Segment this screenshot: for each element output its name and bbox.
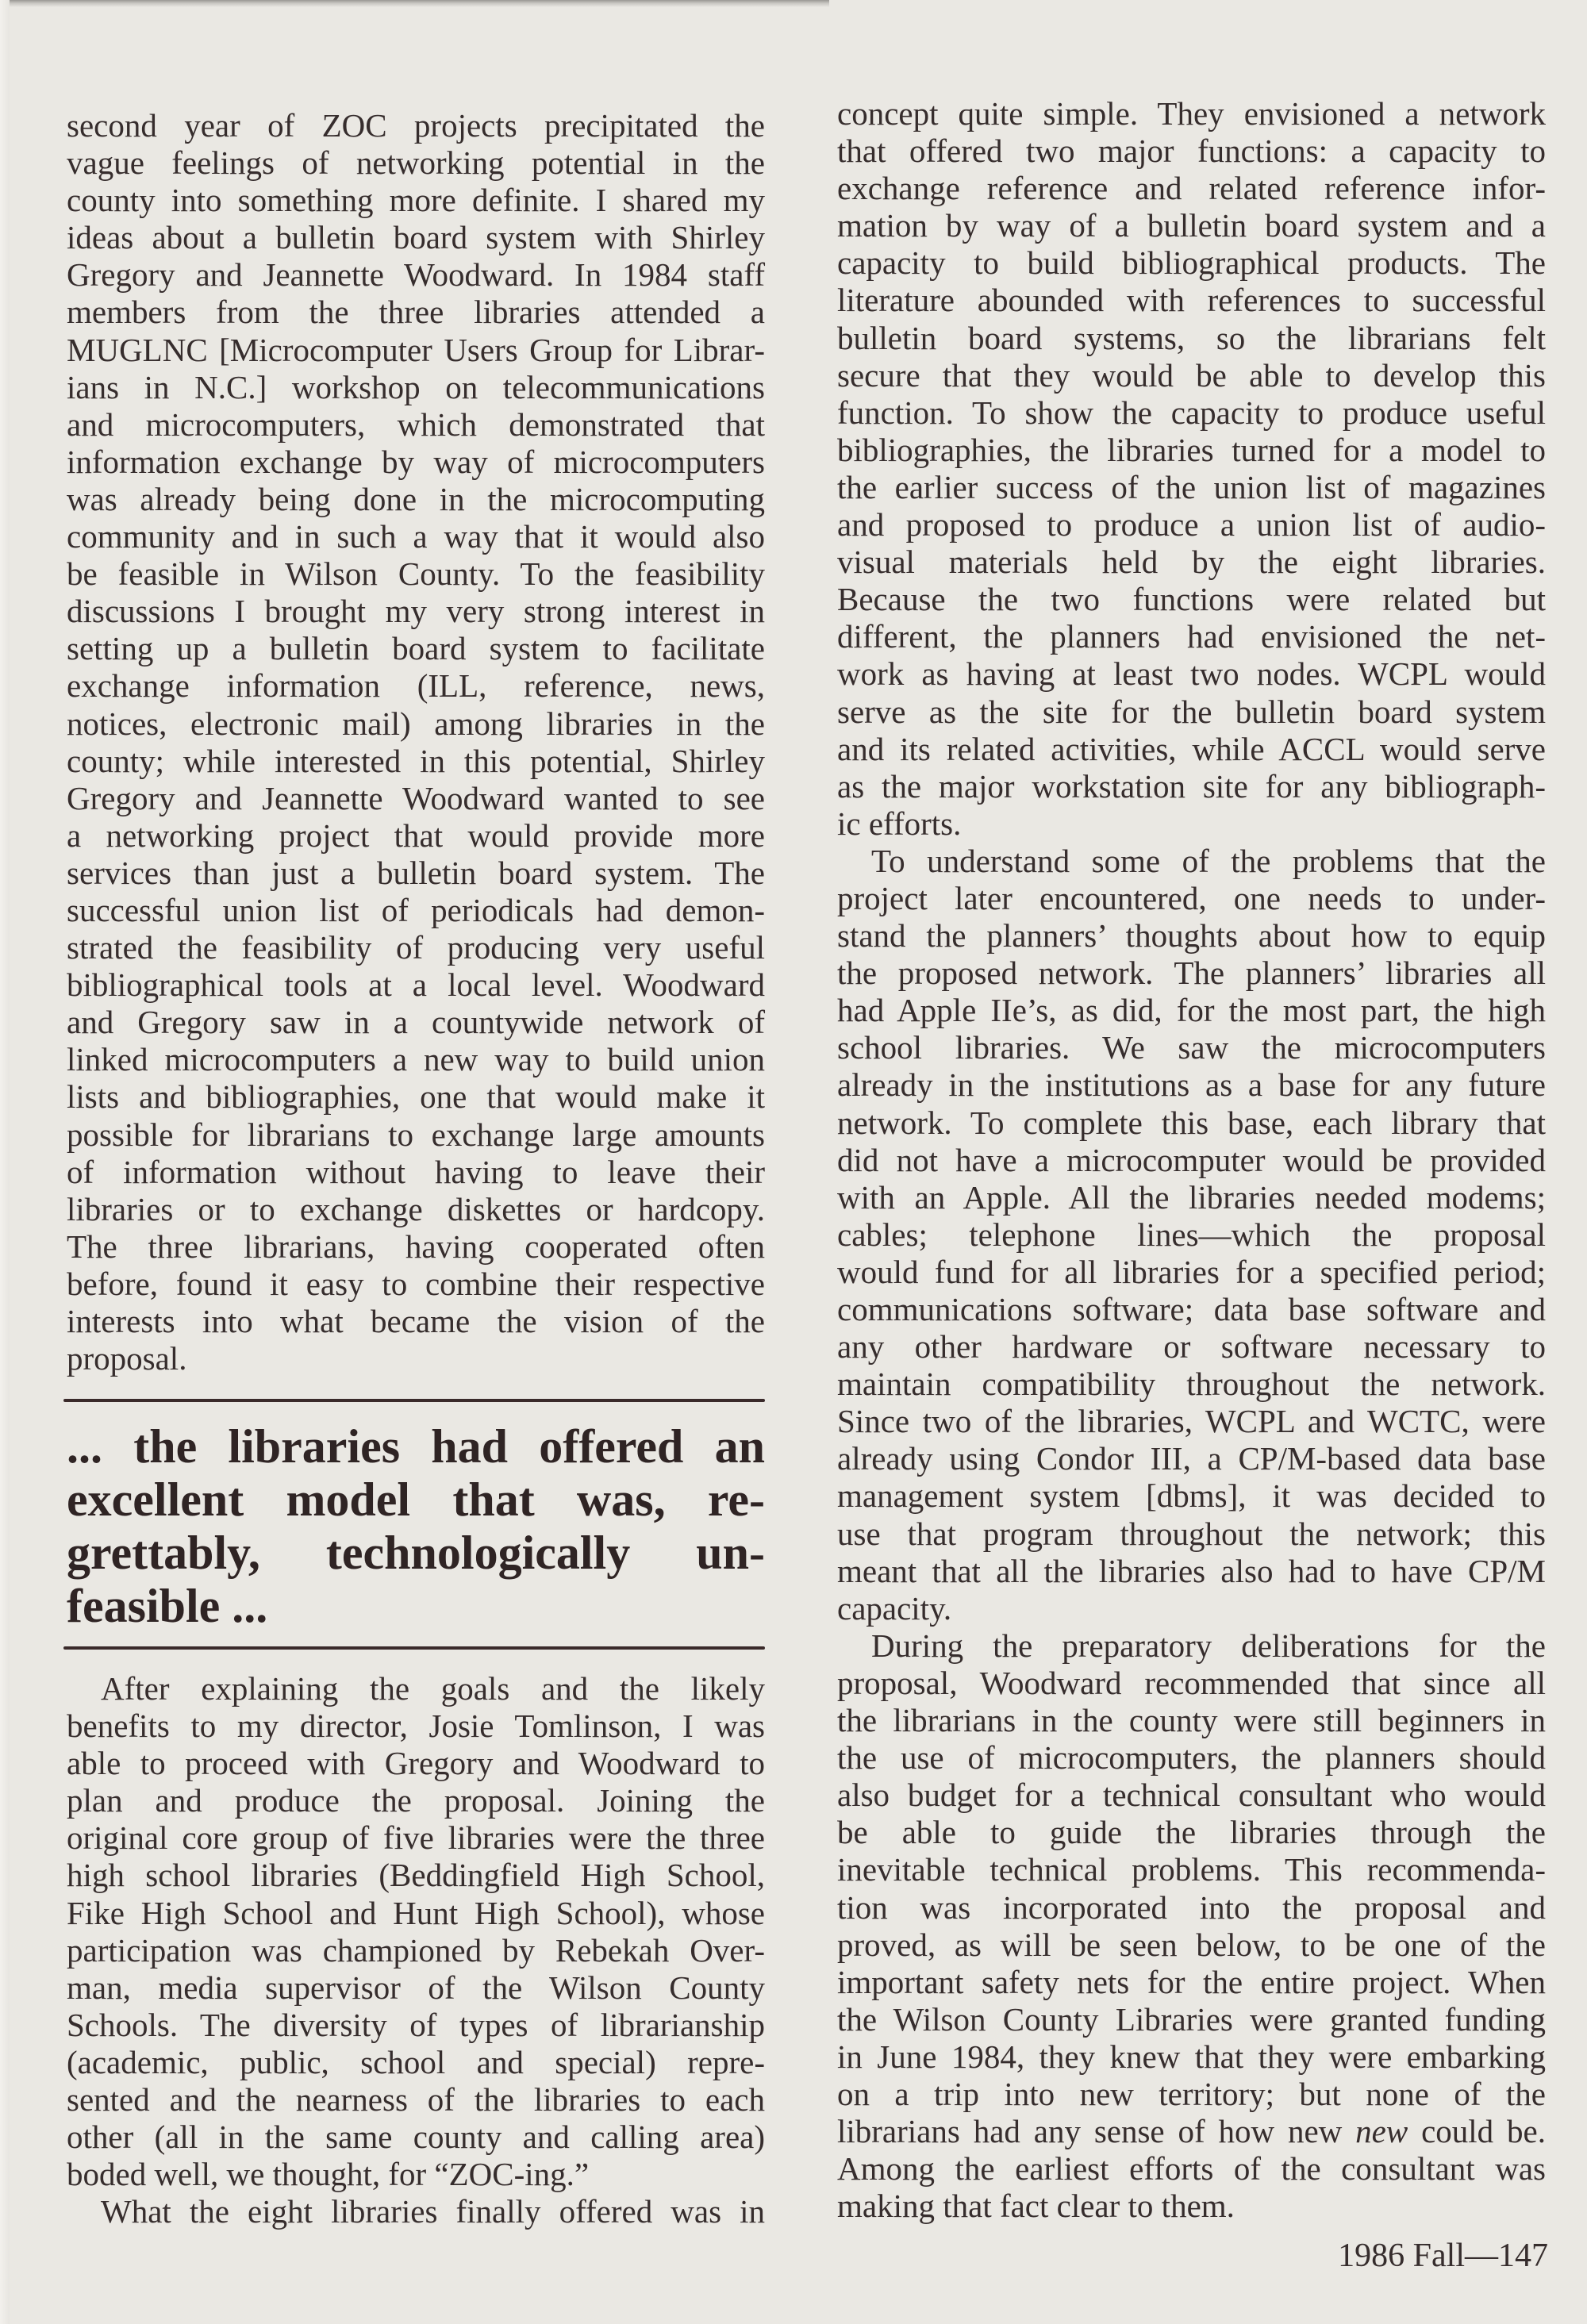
paragraph-4 — [837, 843, 1546, 1627]
text-line: had Apple IIe’s, as did, for the most part, the high — [837, 992, 1546, 1029]
text-line: literature abounded with references to successful — [837, 282, 1546, 319]
text-line: that offered two major functions: a capacity to — [837, 133, 1546, 170]
text-line: benefits to my director, Josie Tomlinson, I was — [67, 1707, 765, 1745]
text-line: was already being done in the microcomputing — [67, 480, 765, 517]
text-line: did not have a microcomputer would be provided — [837, 1141, 1546, 1178]
paragraph-2 — [67, 1670, 765, 2230]
text-line: tion was incorporated into the proposal and — [837, 1888, 1546, 1926]
text-line: secure that they would be able to develop this — [837, 356, 1546, 394]
text-line: capacity to build bibliographical products. The — [837, 244, 1546, 282]
pull-quote-line: ... the libraries had offered an — [67, 1420, 765, 1473]
text-line: visual materials held by the eight libraries. — [837, 544, 1546, 581]
text-line: Gregory and Jeannette Woodward. In 1984 staff — [67, 256, 765, 294]
text-line: mation by way of a bulletin board system and a — [837, 207, 1546, 244]
text-line: bibliographies, the libraries turned for a model to — [837, 431, 1546, 468]
text-line: of information without having to leave their — [67, 1153, 765, 1190]
text-line: high school libraries (Beddingfield High School, — [67, 1857, 765, 1894]
text-line: plan and produce the proposal. Joining the — [67, 1782, 765, 1819]
text-line: concept quite simple. They envisioned a network — [837, 95, 1546, 132]
text-line: the use of microcomputers, the planners should — [837, 1739, 1546, 1777]
text-line: Because the two functions were related but — [837, 581, 1546, 618]
text-line: bibliographical tools at a local level. Woodward — [67, 966, 765, 1004]
text-line: man, media supervisor of the Wilson County — [67, 1969, 765, 2006]
page-edge — [0, 0, 10, 2324]
text-line: use that program throughout the network; this — [837, 1515, 1546, 1552]
text-line: ideas about a bulletin board system with Shirley — [67, 219, 765, 256]
text-line: making that fact clear to them. — [837, 2188, 1235, 2225]
text-line: county; while interested in this potential, Shirley — [67, 742, 765, 779]
text-line: work as having at least two nodes. WCPL would — [837, 655, 1546, 693]
text-line: the Wilson County Libraries were granted funding — [837, 2000, 1546, 2038]
text-line: exchange information (ILL, reference, news, — [67, 667, 765, 705]
text-line: county into something more definite. I shared my — [67, 182, 765, 219]
text-line: The three librarians, having cooperated often — [67, 1227, 765, 1265]
text-line: and Gregory saw in a countywide network of — [67, 1004, 765, 1041]
text-line: ians in N.C.] workshop on telecommunications — [67, 368, 765, 405]
text-line: other (all in the same county and calling area) — [67, 2118, 765, 2156]
pull-quote — [67, 1420, 765, 1633]
text-line: libraries or to exchange diskettes or hardcopy. — [67, 1190, 765, 1227]
text-line: proposal, Woodward recommended that since all — [837, 1664, 1546, 1701]
text-line: function. To show the capacity to produce useful — [837, 394, 1546, 431]
text-line: school libraries. We saw the microcomputers — [837, 1029, 1546, 1066]
text-line: interests into what became the vision of the — [67, 1303, 765, 1339]
text-line: the earlier success of the union list of magazines — [837, 468, 1546, 505]
pull-quote-line: grettably, technologically un- — [67, 1527, 765, 1579]
text-line: different, the planners had envisioned the net- — [837, 618, 1546, 655]
text-line: participation was championed by Rebekah Over- — [67, 1931, 765, 1969]
text-line: network. To complete this base, each library that — [837, 1104, 1546, 1141]
text-line: already using Condor III, a CP/M-based data base — [837, 1440, 1546, 1477]
text-line: be able to guide the libraries through the — [837, 1814, 1546, 1851]
text-line: bulletin board systems, so the librarians felt — [837, 319, 1546, 356]
text-line: strated the feasibility of producing very useful — [67, 929, 765, 966]
text-line: To understand some of the problems that the — [871, 842, 1546, 879]
text-line: also budget for a technical consultant who would — [837, 1777, 1546, 1814]
text-line: original core group of five libraries were the three — [67, 1819, 765, 1857]
text-line: any other hardware or software necessary to — [837, 1328, 1546, 1366]
text-line: management system [dbms], it was decided to — [837, 1477, 1546, 1515]
text-line: the proposed network. The planners’ libraries all — [837, 955, 1546, 992]
text-line: lists and bibliographies, one that would make it — [67, 1078, 765, 1116]
text-line-with-emphasis — [837, 2113, 1546, 2150]
text-line: project later encountered, one needs to under- — [837, 879, 1546, 916]
scan-edge-shadow — [0, 0, 829, 7]
text-line: inevitable technical problems. This recommenda- — [837, 1851, 1546, 1888]
text-line: discussions I brought my very strong interest in — [67, 593, 765, 630]
text-line: before, found it easy to combine their respective — [67, 1265, 765, 1302]
text-segment: could be. — [1408, 2113, 1546, 2150]
text-line: and microcomputers, which demonstrated that — [67, 405, 765, 443]
text-line: would fund for all libraries for a specified period; — [837, 1253, 1546, 1290]
text-line: stand the planners’ thoughts about how to equip — [837, 917, 1546, 955]
text-line: maintain compatibility throughout the network. — [837, 1366, 1546, 1403]
right-column — [837, 95, 1546, 2225]
text-line: cables; telephone lines—which the proposal — [837, 1216, 1546, 1253]
text-line: During the preparatory deliberations for the — [871, 1627, 1546, 1664]
text-line: be feasible in Wilson County. To the feasibility — [67, 555, 765, 593]
page-folio: 1986 Fall—147 — [1338, 2238, 1548, 2274]
text-line: proposal. — [67, 1340, 187, 1377]
text-line: meant that all the libraries also had to have CP/M — [837, 1552, 1546, 1589]
text-line: services than just a bulletin board system. The — [67, 854, 765, 891]
text-line: important safety nets for the entire project. When — [837, 1963, 1546, 2000]
text-line: able to proceed with Gregory and Woodward to — [67, 1745, 765, 1782]
text-line: members from the three libraries attended a — [67, 294, 765, 331]
paragraph-1 — [67, 107, 765, 1377]
text-line: Since two of the libraries, WCPL and WCTC, were — [837, 1403, 1546, 1440]
text-line: ic efforts. — [837, 805, 962, 842]
pull-quote-line: excellent model that was, re- — [67, 1473, 765, 1526]
text-line: possible for librarians to exchange large amounts — [67, 1116, 765, 1153]
text-line: as the major workstation site for any bibliograph- — [837, 767, 1546, 805]
text-line: vague feelings of networking potential in the — [67, 144, 765, 182]
text-line: notices, electronic mail) among libraries in the — [67, 705, 765, 742]
text-line: with an Apple. All the libraries needed modems; — [837, 1178, 1546, 1216]
text-line: What the eight libraries finally offered was in — [101, 2193, 765, 2230]
pull-quote-top-rule — [63, 1399, 765, 1402]
text-line: Schools. The diversity of types of librarianship — [67, 2006, 765, 2043]
text-line: information exchange by way of microcomputers — [67, 443, 765, 480]
text-line: boded well, we thought, for “ZOC-ing.” — [67, 2156, 590, 2193]
text-line: After explaining the goals and the likely — [101, 1670, 765, 1707]
text-line: (academic, public, school and special) repre- — [67, 2043, 765, 2080]
text-line: MUGLNC [Microcomputer Users Group for Librar- — [67, 331, 765, 368]
text-line: on a trip into new territory; but none of the — [837, 2075, 1546, 2112]
text-line: successful union list of periodicals had demon- — [67, 891, 765, 928]
text-line: Fike High School and Hunt High School), whose — [67, 1894, 765, 1931]
text-line: in June 1984, they knew that they were embarking — [837, 2038, 1546, 2075]
paragraph-3-continued — [837, 95, 1546, 843]
text-line: setting up a bulletin board system to facilitate — [67, 630, 765, 667]
text-line: Gregory and Jeannette Woodward wanted to see — [67, 779, 765, 816]
emphasized-word: new — [1355, 2113, 1408, 2150]
text-line: communications software; data base software and — [837, 1291, 1546, 1327]
text-line: and proposed to produce a union list of audio- — [837, 506, 1546, 544]
text-line: Among the earliest efforts of the consultant was — [837, 2150, 1546, 2188]
text-line: second year of ZOC projects precipitated the — [67, 107, 765, 144]
text-line: sented and the nearness of the libraries to each — [67, 2081, 765, 2118]
pull-quote-line: feasible ... — [67, 1580, 268, 1632]
text-line: a networking project that would provide more — [67, 816, 765, 854]
text-line: already in the institutions as a base for any future — [837, 1066, 1546, 1104]
text-line: exchange reference and related reference infor- — [837, 170, 1546, 207]
text-line: linked microcomputers a new way to build union — [67, 1041, 765, 1078]
text-line: proved, as will be seen below, to be one of the — [837, 1926, 1546, 1963]
text-line: the librarians in the county were still beginners in — [837, 1702, 1546, 1739]
pull-quote-bottom-rule — [63, 1646, 765, 1650]
text-segment: librarians had any sense of how new — [837, 2113, 1356, 2150]
text-line: serve as the site for the bulletin board system — [837, 693, 1546, 730]
text-line: and its related activities, while ACCL would serve — [837, 730, 1546, 767]
text-line: community and in such a way that it would also — [67, 518, 765, 555]
text-line: capacity. — [837, 1589, 952, 1627]
paragraph-5 — [837, 1627, 1546, 2226]
